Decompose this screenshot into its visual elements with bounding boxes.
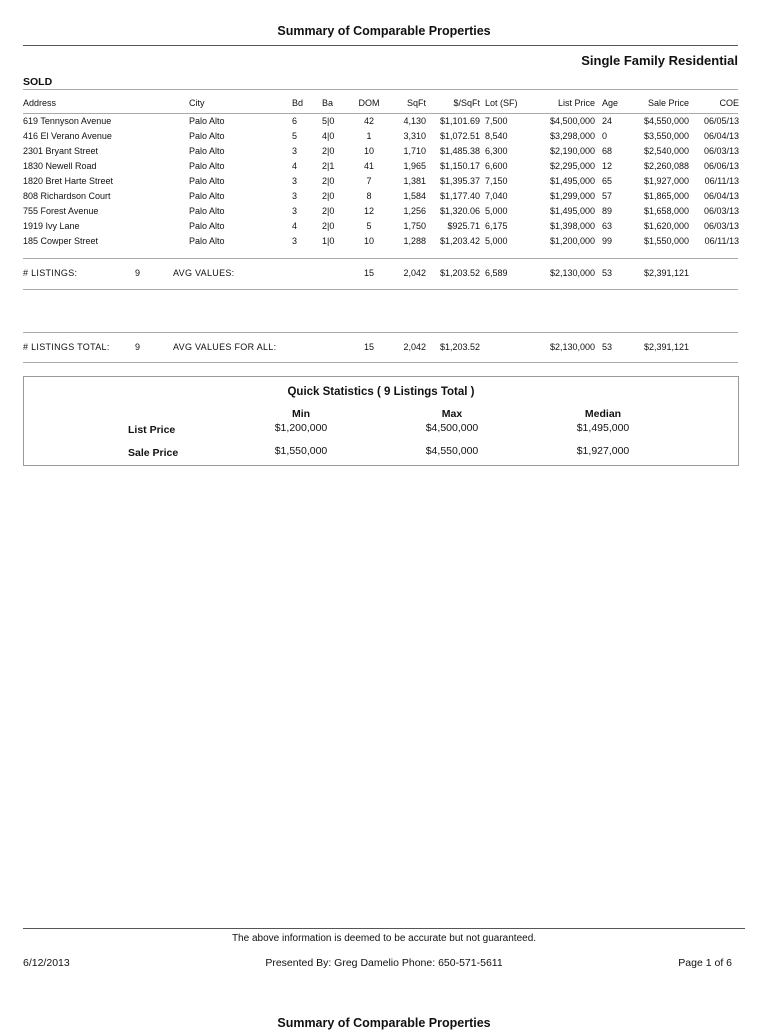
cell-sqft: 1,381 [403, 176, 426, 186]
avg-sale-price: $2,391,121 [643, 268, 689, 278]
cell-bd: 4 [292, 161, 298, 171]
cell-bd: 4 [292, 221, 298, 231]
col-header-dom: DOM [358, 98, 380, 108]
col-header-sale-price: Sale Price [647, 98, 689, 108]
table-header [0, 96, 768, 111]
cell-sale-price: $4,550,000 [643, 116, 689, 126]
cell-sale-price: $1,620,000 [643, 221, 689, 231]
cell-dom: 42 [363, 116, 374, 126]
cell-city: Palo Alto [189, 131, 225, 141]
qs-label-sale-price: Sale Price [128, 447, 179, 459]
cell-age: 63 [602, 221, 613, 231]
cell-address: 416 El Verano Avenue [23, 131, 112, 141]
cell-bd: 5 [292, 131, 298, 141]
cell-sqft: 1,288 [403, 236, 426, 246]
cell-sale-price: $1,927,000 [643, 176, 689, 186]
avg-values-label: AVG VALUES: [173, 268, 235, 278]
cell-lot: 7,040 [485, 191, 508, 201]
total-avg-sale-price: $2,391,121 [643, 342, 689, 352]
cell-lot: 8,540 [485, 131, 508, 141]
total-avg-sqft: 2,042 [403, 342, 426, 352]
cell-coe: 06/03/13 [703, 206, 739, 216]
cell-sqft: 1,584 [403, 191, 426, 201]
total-avg-price-per-sqft: $1,203.52 [439, 342, 480, 352]
cell-dom: 5 [366, 221, 372, 231]
cell-list-price: $1,200,000 [549, 236, 595, 246]
cell-ba: 2|0 [322, 221, 335, 231]
col-header-lot: Lot (SF) [485, 98, 518, 108]
cell-price-per-sqft: $1,072.51 [439, 131, 480, 141]
avg-values-all-label: AVG VALUES FOR ALL: [173, 342, 277, 352]
cell-price-per-sqft: $1,177.40 [439, 191, 480, 201]
avg-list-price: $2,130,000 [549, 268, 595, 278]
cell-sqft: 1,965 [403, 161, 426, 171]
cell-dom: 1 [366, 131, 372, 141]
cell-age: 57 [602, 191, 613, 201]
cell-ba: 4|0 [322, 131, 335, 141]
cell-bd: 3 [292, 236, 298, 246]
total-avg-list-price: $2,130,000 [549, 342, 595, 352]
cell-lot: 6,600 [485, 161, 508, 171]
table-row [0, 189, 768, 204]
cell-lot: 5,000 [485, 236, 508, 246]
cell-city: Palo Alto [189, 176, 225, 186]
cell-coe: 06/04/13 [703, 191, 739, 201]
cell-address: 1830 Newell Road [23, 161, 97, 171]
col-header-list-price: List Price [557, 98, 595, 108]
cell-bd: 3 [292, 176, 298, 186]
cell-city: Palo Alto [189, 191, 225, 201]
cell-lot: 5,000 [485, 206, 508, 216]
qs-list-max: $4,500,000 [425, 422, 479, 434]
footer-date: 6/12/2013 [23, 957, 70, 969]
cell-city: Palo Alto [189, 116, 225, 126]
cell-lot: 6,300 [485, 146, 508, 156]
cell-city: Palo Alto [189, 221, 225, 231]
qs-list-min: $1,200,000 [274, 422, 328, 434]
cell-coe: 06/03/13 [703, 221, 739, 231]
summary-divider-bottom [23, 289, 738, 290]
cell-ba: 2|0 [322, 191, 335, 201]
cell-lot: 7,500 [485, 116, 508, 126]
footer-disclaimer: The above information is deemed to be accurate but not guaranteed. [231, 933, 537, 944]
cell-list-price: $1,398,000 [549, 221, 595, 231]
cell-age: 68 [602, 146, 613, 156]
listings-count: 9 [135, 268, 141, 278]
col-header-city: City [189, 98, 205, 108]
avg-lot: 6,589 [485, 268, 508, 278]
summary-divider-top [23, 258, 738, 259]
table-row [0, 114, 768, 129]
cell-address: 185 Cowper Street [23, 236, 99, 246]
cell-list-price: $3,298,000 [549, 131, 595, 141]
cell-lot: 7,150 [485, 176, 508, 186]
cell-sale-price: $2,260,088 [643, 161, 689, 171]
cell-address: 2301 Bryant Street [23, 146, 99, 156]
avg-sqft: 2,042 [403, 268, 426, 278]
avg-age: 53 [602, 268, 613, 278]
col-header-bd: Bd [292, 98, 304, 108]
cell-list-price: $1,495,000 [549, 206, 595, 216]
cell-list-price: $2,190,000 [549, 146, 595, 156]
cell-sale-price: $2,540,000 [643, 146, 689, 156]
col-header-age: Age [602, 98, 619, 108]
table-row [0, 219, 768, 234]
cell-address: 808 Richardson Court [23, 191, 111, 201]
report-subtitle: Single Family Residential [581, 53, 738, 68]
cell-bd: 3 [292, 206, 298, 216]
cell-city: Palo Alto [189, 236, 225, 246]
table-row [0, 234, 768, 249]
cell-coe: 06/05/13 [703, 116, 739, 126]
cell-sqft: 1,750 [403, 221, 426, 231]
cell-list-price: $4,500,000 [549, 116, 595, 126]
cell-sale-price: $3,550,000 [643, 131, 689, 141]
footer-page-number: Page 1 of 6 [678, 957, 732, 969]
cell-list-price: $1,299,000 [549, 191, 595, 201]
cell-coe: 06/04/13 [703, 131, 739, 141]
col-header-ba: Ba [322, 98, 334, 108]
cell-address: 1919 Ivy Lane [23, 221, 80, 231]
cell-price-per-sqft: $1,485.38 [439, 146, 480, 156]
avg-price-per-sqft: $1,203.52 [439, 268, 480, 278]
cell-sale-price: $1,658,000 [643, 206, 689, 216]
section-label-sold: SOLD [23, 76, 53, 88]
quick-statistics-title: Quick Statistics ( 9 Listings Total ) [287, 386, 475, 398]
section-divider [23, 89, 738, 90]
col-header-sqft: SqFt [406, 98, 426, 108]
cell-dom: 10 [363, 146, 374, 156]
cell-sqft: 1,710 [403, 146, 426, 156]
cell-age: 0 [602, 131, 608, 141]
cell-sale-price: $1,865,000 [643, 191, 689, 201]
cell-coe: 06/11/13 [704, 236, 739, 246]
cell-lot: 6,175 [485, 221, 508, 231]
cell-ba: 2|1 [322, 161, 335, 171]
cell-ba: 5|0 [322, 116, 335, 126]
cell-ba: 2|0 [322, 176, 335, 186]
cell-price-per-sqft: $1,150.17 [439, 161, 480, 171]
listings-total-label: # LISTINGS TOTAL: [23, 342, 110, 352]
qs-label-list-price: List Price [128, 424, 176, 436]
cell-city: Palo Alto [189, 161, 225, 171]
cell-sqft: 3,310 [403, 131, 426, 141]
cell-sqft: 1,256 [403, 206, 426, 216]
cell-age: 89 [602, 206, 613, 216]
quick-statistics-box [23, 376, 739, 466]
cell-coe: 06/03/13 [703, 146, 739, 156]
cell-age: 99 [602, 236, 613, 246]
cell-price-per-sqft: $1,320.06 [439, 206, 480, 216]
cell-address: 755 Forest Avenue [23, 206, 99, 216]
cell-list-price: $2,295,000 [549, 161, 595, 171]
col-header-coe: COE [719, 98, 739, 108]
footer-presented-by: Presented By: Greg Damelio Phone: 650-571-5611 [265, 957, 503, 969]
qs-sale-median: $1,927,000 [576, 445, 630, 457]
cell-sale-price: $1,550,000 [643, 236, 689, 246]
total-avg-age: 53 [602, 342, 613, 352]
table-row [0, 204, 768, 219]
cell-ba: 1|0 [322, 236, 335, 246]
qs-header-max: Max [441, 408, 463, 420]
cell-city: Palo Alto [189, 146, 225, 156]
table-row [0, 144, 768, 159]
qs-list-median: $1,495,000 [576, 422, 630, 434]
cell-age: 24 [602, 116, 613, 126]
cell-dom: 7 [366, 176, 372, 186]
cell-price-per-sqft: $1,203.42 [439, 236, 480, 246]
next-page-title: Summary of Comparable Properties [277, 1016, 491, 1030]
cell-ba: 2|0 [322, 206, 335, 216]
qs-sale-min: $1,550,000 [274, 445, 328, 457]
total-divider-top [23, 332, 738, 333]
cell-bd: 3 [292, 146, 298, 156]
table-row [0, 174, 768, 189]
cell-city: Palo Alto [189, 206, 225, 216]
qs-header-median: Median [584, 408, 622, 420]
cell-price-per-sqft: $1,395.37 [439, 176, 480, 186]
footer-divider [23, 928, 745, 929]
cell-bd: 3 [292, 191, 298, 201]
cell-list-price: $1,495,000 [549, 176, 595, 186]
cell-address: 619 Tennyson Avenue [23, 116, 112, 126]
table-row [0, 129, 768, 144]
cell-sqft: 4,130 [403, 116, 426, 126]
title-divider [23, 45, 738, 46]
cell-bd: 6 [292, 116, 298, 126]
table-row [0, 159, 768, 174]
cell-price-per-sqft: $1,101.69 [439, 116, 480, 126]
listings-label: # LISTINGS: [23, 268, 78, 278]
listings-total-count: 9 [135, 342, 141, 352]
cell-coe: 06/11/13 [704, 176, 739, 186]
cell-age: 65 [602, 176, 613, 186]
qs-header-min: Min [291, 408, 311, 420]
qs-sale-max: $4,550,000 [425, 445, 479, 457]
cell-age: 12 [602, 161, 613, 171]
cell-dom: 41 [363, 161, 374, 171]
avg-dom: 15 [363, 268, 374, 278]
summary-row [0, 266, 768, 281]
cell-dom: 10 [363, 236, 374, 246]
total-avg-dom: 15 [363, 342, 374, 352]
col-header-address: Address [23, 98, 57, 108]
cell-ba: 2|0 [322, 146, 335, 156]
cell-price-per-sqft: $925.71 [447, 221, 480, 231]
cell-coe: 06/06/13 [703, 161, 739, 171]
cell-address: 1820 Bret Harte Street [23, 176, 114, 186]
total-divider-bottom [23, 362, 738, 363]
cell-dom: 8 [366, 191, 372, 201]
total-summary-row [0, 340, 768, 355]
report-title: Summary of Comparable Properties [277, 24, 491, 38]
cell-dom: 12 [363, 206, 374, 216]
col-header-price-per-sqft: $/SqFt [453, 98, 480, 108]
